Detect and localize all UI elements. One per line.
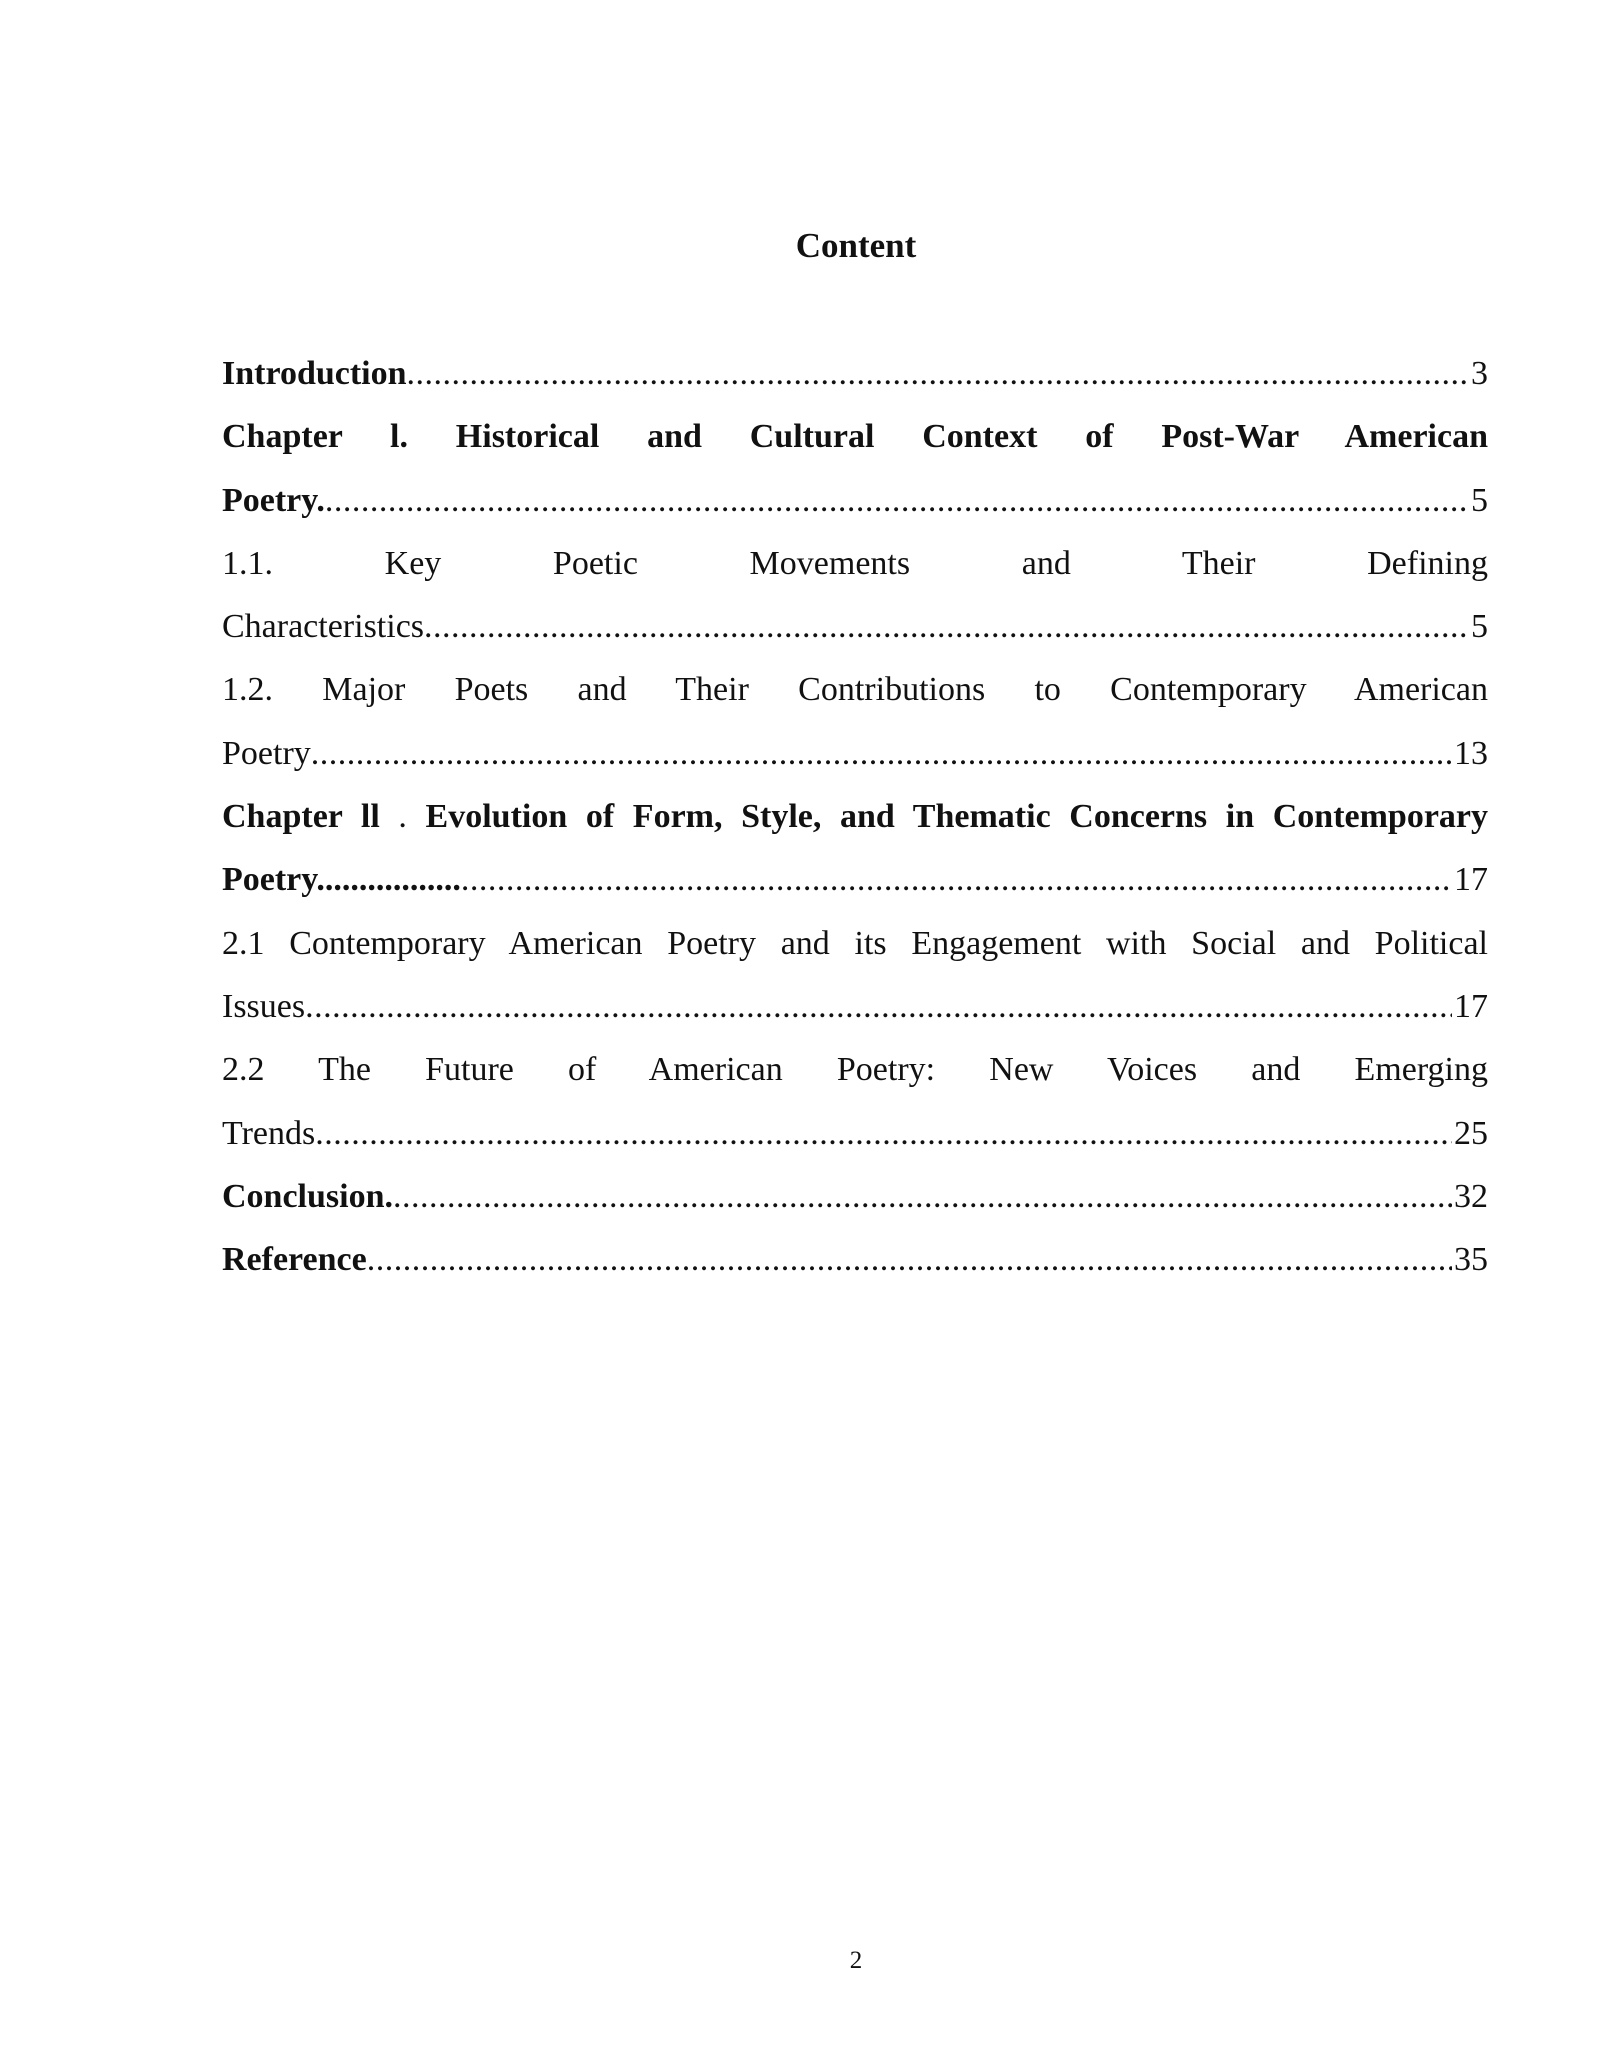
toc-entry-title: Reference [222,1241,367,1279]
toc-page-number: 17 [1454,861,1488,899]
toc-page-number: 5 [1471,481,1488,519]
toc-entry-introduction[interactable] [222,342,1488,405]
toc-entry-section-2-1[interactable] [222,912,1488,1039]
toc-entry-title-cont: Trends [222,1114,316,1152]
toc-entry-reference[interactable] [222,1228,1488,1291]
dot-leader [305,975,1452,1038]
toc-entry-title: Conclusion. [222,1177,393,1215]
toc-page-number: 13 [1454,734,1488,772]
toc-entry-title-cont: Issues [222,987,306,1025]
dot-leader [315,1102,1452,1165]
page-number-footer: 2 [849,1947,863,1974]
dot-leader [407,342,1469,405]
toc-entry-title-cont: Characteristics [222,608,425,646]
toc-entry-chapter-1[interactable] [222,405,1488,532]
toc-entry-title [222,785,1488,848]
dot-leader [393,1165,1452,1228]
toc-page-number: 5 [1471,608,1488,646]
toc-entry-chapter-2[interactable] [222,785,1488,912]
dot-leader [311,722,1452,785]
chapter-separator: . [398,798,407,836]
toc-entry-section-1-2[interactable] [222,658,1488,785]
toc-entry-title-cont: Poetry. [222,481,325,519]
dot-leader [325,469,1469,532]
toc-entry-title: 2.1 Contemporary American Poetry and its Engagement with Social and Political [222,924,1488,962]
table-of-contents [222,342,1488,1291]
toc-page-number: 17 [1454,987,1488,1025]
chapter-label: Chapter ll [222,798,380,836]
toc-page-number: 35 [1454,1241,1488,1279]
toc-entry-conclusion[interactable] [222,1165,1488,1228]
chapter-title: Evolution of Form, Style, and Thematic Concerns in Contemporary [425,798,1489,836]
dot-leader [367,1228,1452,1291]
toc-page-number: 25 [1454,1114,1488,1152]
toc-entry-section-1-1[interactable] [222,532,1488,659]
toc-entry-section-2-2[interactable] [222,1038,1488,1165]
dot-leader [461,848,1452,911]
toc-entry-title: Introduction [222,355,407,392]
toc-entry-title-cont: Poetry................. [222,861,461,899]
toc-page-number: 3 [1471,355,1488,392]
page-title: Content [795,226,917,265]
toc-entry-title: 1.1. Key Poetic Movements and Their Defining [222,544,1488,582]
toc-entry-title-cont: Poetry [222,734,311,772]
dot-leader [424,595,1469,658]
toc-entry-title: 2.2 The Future of American Poetry: New Voices and Emerging [222,1051,1488,1089]
toc-page-number: 32 [1454,1177,1488,1215]
toc-entry-title: 1.2. Major Poets and Their Contributions to Contemporary American [222,671,1488,709]
toc-entry-title: Chapter l. Historical and Cultural Context of Post-War American [222,418,1488,456]
